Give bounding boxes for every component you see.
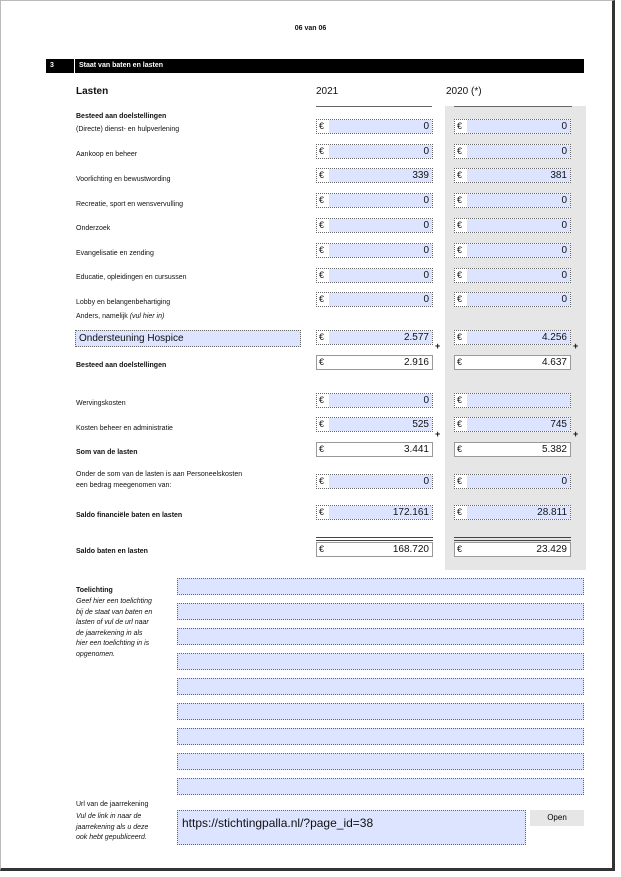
field-lobby-current[interactable]	[316, 292, 433, 307]
toelichting-input-line[interactable]	[177, 728, 584, 745]
label-aankoop: Aankoop en beheer	[76, 151, 138, 158]
field-anders-current[interactable]	[316, 330, 433, 345]
field-besteed-total-previous	[454, 355, 571, 370]
euro-sign: €	[319, 294, 325, 304]
label-dienst: (Directe) dienst- en hulpverlening	[76, 126, 180, 133]
field-personeel-previous[interactable]	[454, 474, 571, 489]
euro-sign: €	[319, 444, 325, 454]
label-som-lasten: Som van de lasten	[76, 449, 138, 456]
open-url-button[interactable]: Open	[530, 810, 584, 826]
field-dienst-current[interactable]	[316, 119, 433, 134]
plus-sign: +	[435, 429, 441, 439]
field-saldo-fin-previous[interactable]	[454, 505, 571, 520]
field-personeel-current[interactable]	[316, 474, 433, 489]
field-som-lasten-previous	[454, 442, 571, 457]
euro-sign: €	[457, 220, 463, 230]
saldo-double-line-previous-2	[454, 540, 571, 541]
euro-sign: €	[457, 245, 463, 255]
field-onderzoek-previous[interactable]	[454, 218, 571, 233]
euro-sign: €	[457, 270, 463, 280]
field-saldo-previous	[454, 542, 571, 557]
euro-sign: €	[457, 395, 463, 405]
instruction-line: hier een toelichting in is	[76, 640, 150, 647]
euro-sign: €	[319, 245, 325, 255]
instruction-line: bij de staat van baten en	[76, 608, 153, 616]
section-title: Staat van baten en lasten	[79, 62, 164, 69]
field-aankoop-previous[interactable]	[454, 144, 571, 159]
field-lobby-previous[interactable]	[454, 292, 571, 307]
euro-sign: €	[457, 146, 463, 156]
toelichting-instructions	[76, 597, 152, 660]
label-saldo: Saldo baten en lasten	[76, 548, 148, 555]
value: 3.441	[329, 443, 432, 456]
euro-sign: €	[319, 395, 325, 405]
year-previous-underline	[454, 106, 572, 107]
year-previous-heading: 2020 (*)	[446, 86, 482, 97]
toelichting-input-line[interactable]	[177, 603, 584, 620]
euro-sign: €	[319, 146, 325, 156]
value: 2.577	[329, 331, 432, 344]
euro-sign: €	[457, 444, 463, 454]
euro-sign: €	[319, 357, 325, 367]
toelichting-input-line[interactable]	[177, 778, 584, 795]
toelichting-input-line[interactable]	[177, 703, 584, 720]
euro-sign: €	[457, 357, 463, 367]
label-anders-hint: (vul hier in)	[129, 313, 165, 320]
label-voorlichting: Voorlichting en bewustwording	[76, 176, 171, 183]
euro-sign: €	[457, 294, 463, 304]
value: 2.916	[329, 356, 432, 369]
value: 0	[329, 120, 432, 133]
euro-sign: €	[319, 270, 325, 280]
saldo-double-line-current-1	[316, 537, 433, 538]
euro-sign: €	[457, 419, 463, 429]
field-onderzoek-current[interactable]	[316, 218, 433, 233]
section-divider	[74, 59, 75, 73]
euro-sign: €	[457, 544, 463, 554]
label-onderzoek: Onderzoek	[76, 225, 111, 232]
instruction-line: lasten of vul de url naar	[76, 619, 149, 626]
toelichting-input-line[interactable]	[177, 628, 584, 645]
instruction-line: de jaarrekening in als	[76, 629, 143, 637]
euro-sign: €	[457, 332, 463, 342]
value	[467, 394, 570, 407]
value: 0	[329, 394, 432, 407]
toelichting-title: Toelichting	[76, 587, 113, 594]
saldo-double-line-previous-1	[454, 537, 571, 538]
field-anders-previous[interactable]	[454, 330, 571, 345]
page-number: 06 van 06	[294, 25, 327, 32]
label-anders	[76, 313, 164, 320]
value: 172.161	[329, 506, 432, 519]
value: 339	[329, 169, 432, 182]
euro-sign: €	[319, 170, 325, 180]
field-voorlichting-previous[interactable]	[454, 168, 571, 183]
value: 0	[467, 269, 570, 282]
euro-sign: €	[319, 121, 325, 131]
value: 0	[329, 219, 432, 232]
field-educatie-previous[interactable]	[454, 268, 571, 283]
saldo-double-line-current-2	[316, 540, 433, 541]
euro-sign: €	[457, 507, 463, 517]
toelichting-input-line[interactable]	[177, 753, 584, 770]
value: 4.637	[467, 356, 570, 369]
label-personeel-2: een bedrag meegenomen van:	[76, 482, 172, 489]
url-title: Url van de jaarrekening	[76, 801, 149, 808]
instruction-line: Geef hier een toelichting	[76, 598, 152, 605]
instruction-line: Vul de link in naar de	[76, 813, 142, 820]
label-besteed-total: Besteed aan doelstellingen	[76, 362, 167, 369]
euro-sign: €	[319, 195, 325, 205]
euro-sign: €	[319, 544, 325, 554]
field-recreatie-previous[interactable]	[454, 193, 571, 208]
label-personeel-1: Onder de som van de lasten is aan Personeelskosten	[76, 471, 243, 478]
euro-sign: €	[319, 507, 325, 517]
plus-sign: +	[435, 341, 441, 351]
value: 0	[329, 475, 432, 488]
toelichting-input-line[interactable]	[177, 678, 584, 695]
field-kosten-beheer-previous[interactable]	[454, 417, 571, 432]
euro-sign: €	[319, 220, 325, 230]
plus-sign: +	[573, 429, 579, 439]
field-evangelisatie-current[interactable]	[316, 243, 433, 258]
euro-sign: €	[457, 195, 463, 205]
label-lobby: Lobby en belangenbehartiging	[76, 299, 171, 306]
url-input[interactable]: https://stichtingpalla.nl/?page_id=38	[177, 810, 526, 845]
euro-sign: €	[319, 476, 325, 486]
value: 5.382	[467, 443, 570, 456]
label-recreatie: Recreatie, sport en wensvervulling	[76, 201, 183, 208]
value: 745	[467, 418, 570, 431]
value: 0	[467, 475, 570, 488]
euro-sign: €	[457, 170, 463, 180]
value: 0	[467, 219, 570, 232]
value: 0	[329, 145, 432, 158]
label-evangelisatie: Evangelisatie en zending	[76, 250, 154, 257]
label-saldo-fin: Saldo financiële baten en lasten	[76, 512, 183, 519]
value: 0	[467, 194, 570, 207]
value: 381	[467, 169, 570, 182]
value: 23.429	[467, 543, 570, 556]
toelichting-input-line[interactable]	[177, 653, 584, 670]
value: 0	[467, 293, 570, 306]
field-saldo-current	[316, 542, 433, 557]
value: 0	[467, 244, 570, 257]
year-current-underline	[316, 106, 432, 107]
value: 0	[467, 120, 570, 133]
anders-description-input[interactable]: Ondersteuning Hospice	[75, 330, 301, 347]
label-kosten-beheer: Kosten beheer en administratie	[76, 425, 173, 432]
value: 28.811	[467, 506, 570, 519]
field-evangelisatie-previous[interactable]	[454, 243, 571, 258]
field-voorlichting-current[interactable]	[316, 168, 433, 183]
euro-sign: €	[457, 476, 463, 486]
field-recreatie-current[interactable]	[316, 193, 433, 208]
section-number: 3	[50, 62, 54, 69]
url-instructions	[76, 812, 148, 844]
field-som-lasten-current	[316, 442, 433, 457]
lasten-heading: Lasten	[76, 86, 109, 97]
field-educatie-current[interactable]	[316, 268, 433, 283]
field-kosten-beheer-current[interactable]	[316, 417, 433, 432]
instruction-line: opgenomen.	[76, 650, 115, 658]
besteed-heading: Besteed aan doelstellingen	[76, 113, 167, 120]
value: 0	[329, 194, 432, 207]
toelichting-input-line[interactable]	[177, 578, 584, 595]
field-dienst-previous[interactable]	[454, 119, 571, 134]
value: 168.720	[329, 543, 432, 556]
instruction-line: ook hebt gepubliceerd.	[76, 834, 147, 841]
value: 525	[329, 418, 432, 431]
field-saldo-fin-current[interactable]	[316, 505, 433, 520]
field-besteed-total-current	[316, 355, 433, 370]
label-educatie: Educatie, opleidingen en cursussen	[76, 274, 187, 281]
field-aankoop-current[interactable]	[316, 144, 433, 159]
field-wervingskosten-previous[interactable]	[454, 393, 571, 408]
plus-sign: +	[573, 341, 579, 351]
euro-sign: €	[457, 121, 463, 131]
value: 0	[467, 145, 570, 158]
value: 4.256	[467, 331, 570, 344]
value: 0	[329, 269, 432, 282]
euro-sign: €	[319, 419, 325, 429]
year-current-heading: 2021	[316, 86, 339, 97]
field-wervingskosten-current[interactable]	[316, 393, 433, 408]
euro-sign: €	[319, 332, 325, 342]
value: 0	[329, 293, 432, 306]
section-header	[46, 59, 584, 73]
label-anders-text: Anders, namelijk	[76, 313, 128, 320]
value: 0	[329, 244, 432, 257]
label-wervingskosten: Wervingskosten	[76, 400, 126, 407]
instruction-line: jaarrekening als u deze	[76, 823, 149, 831]
